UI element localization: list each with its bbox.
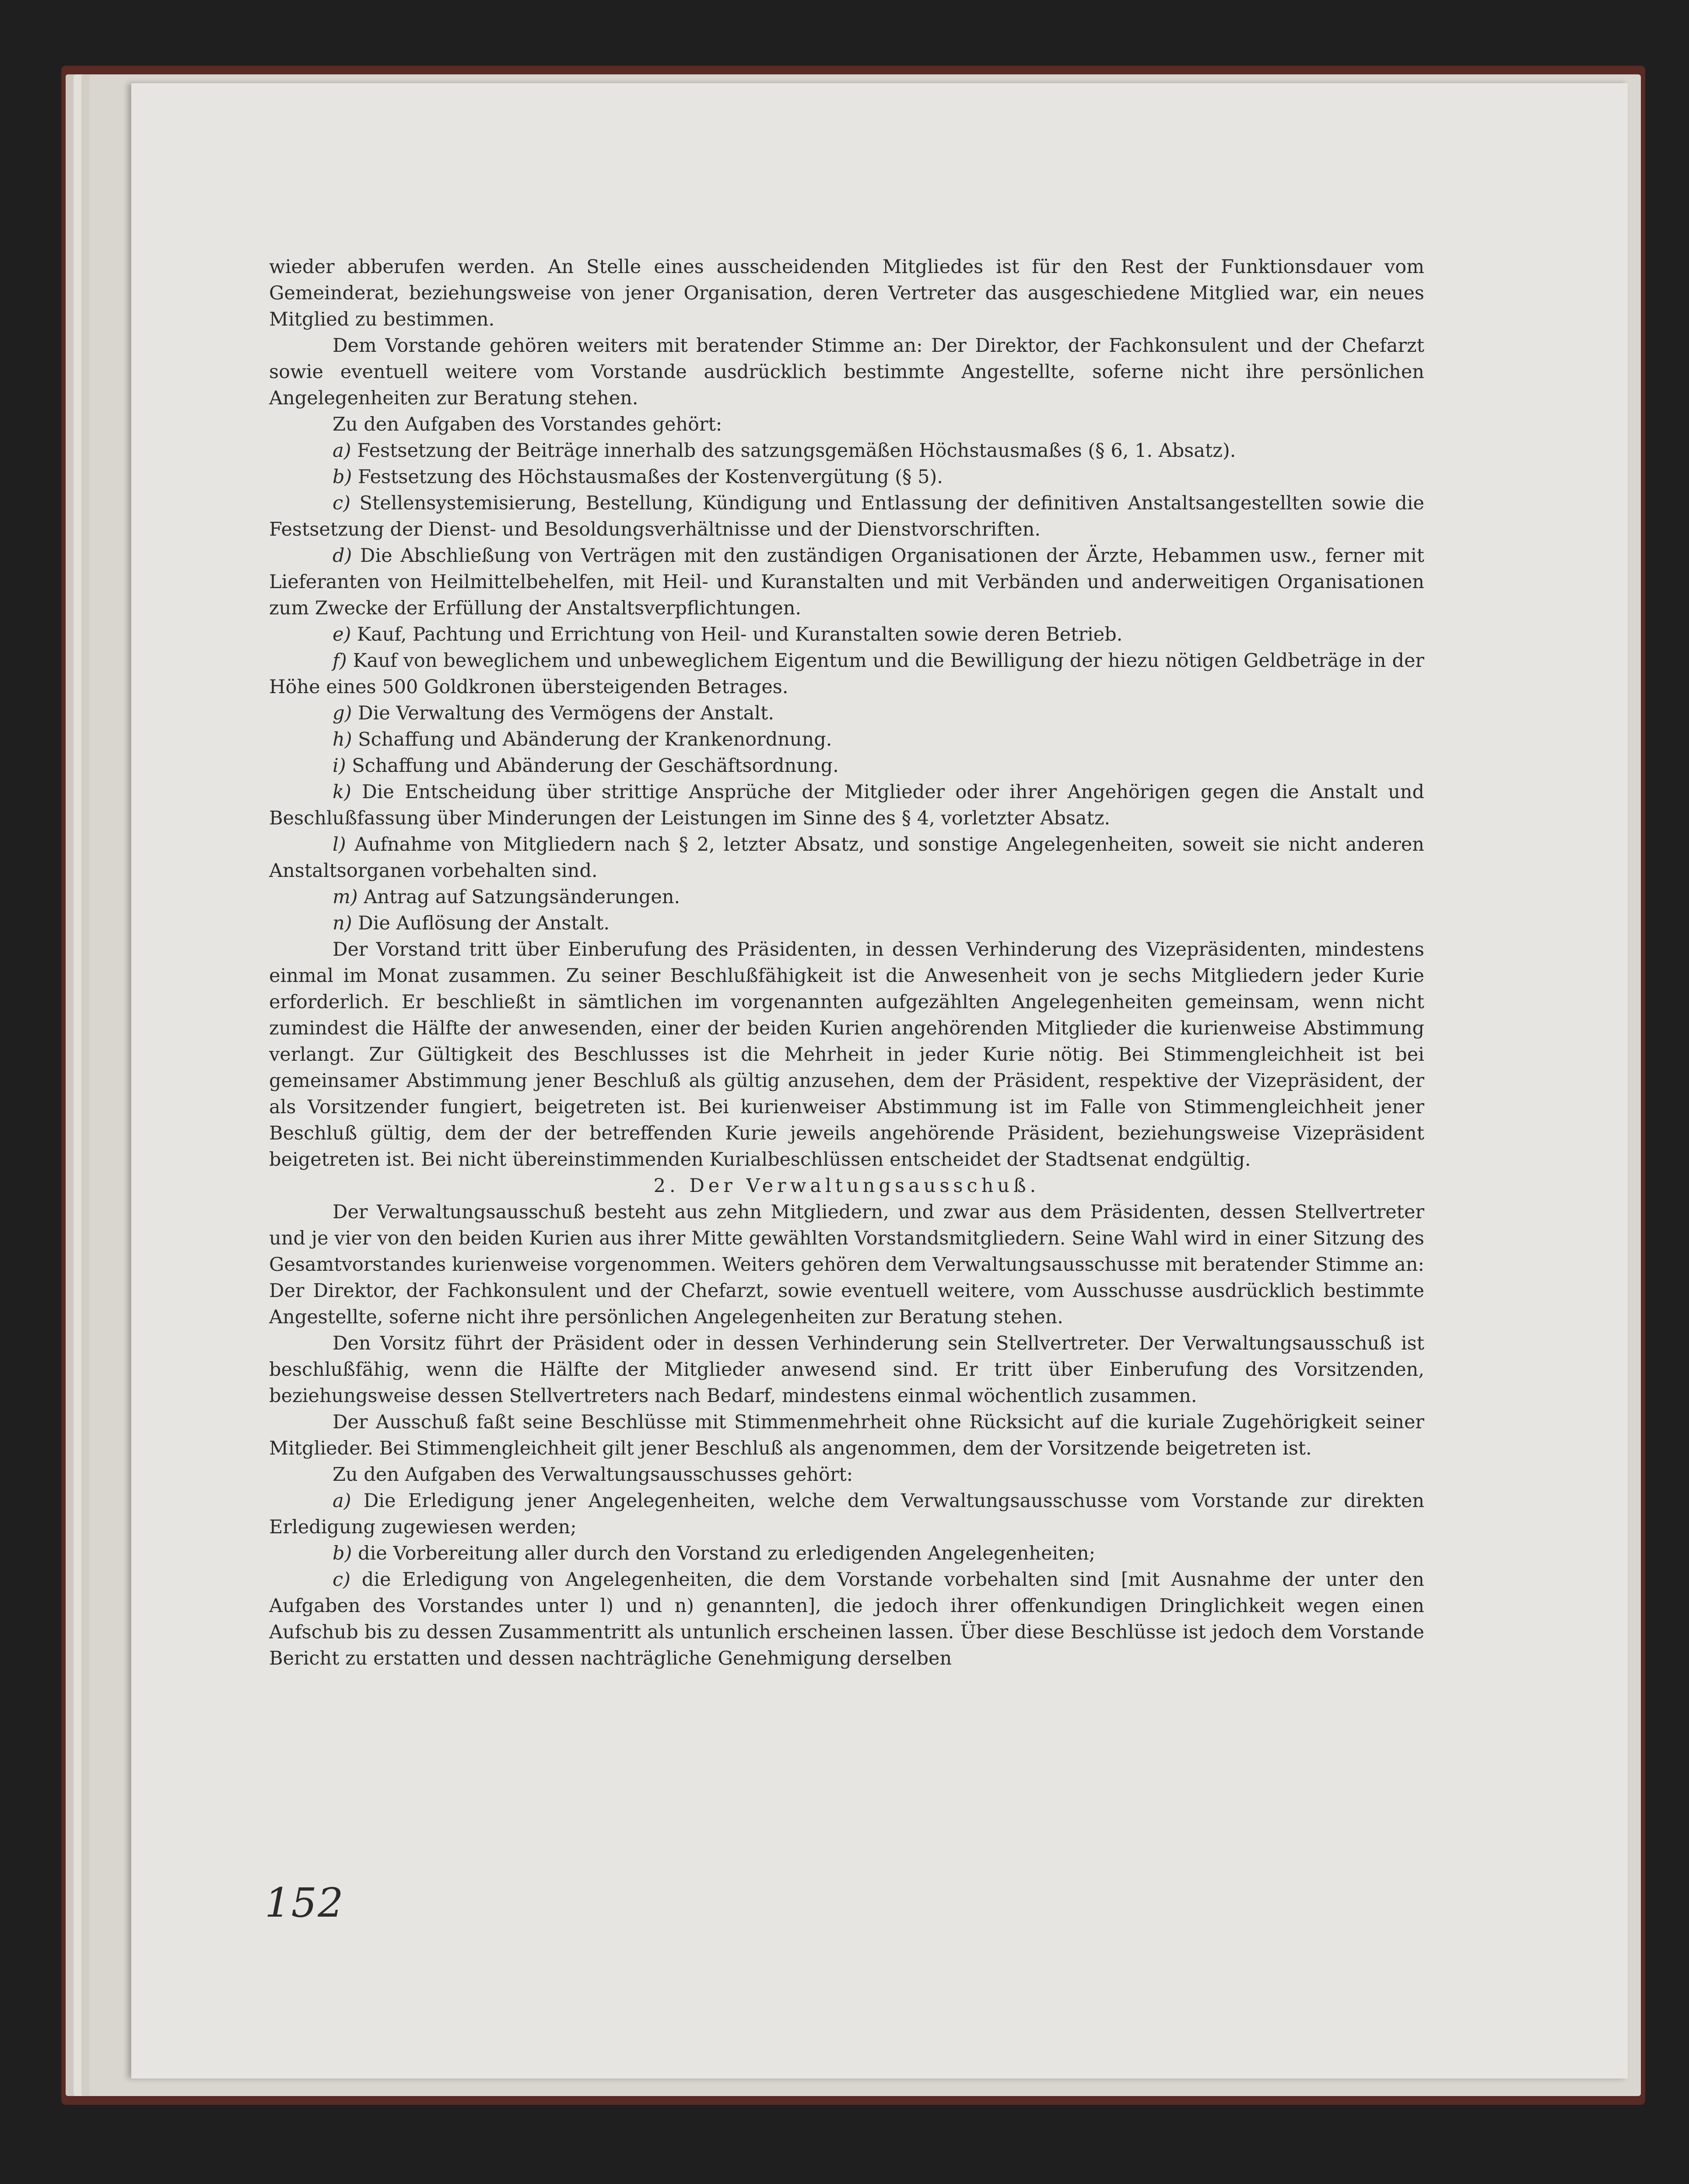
paragraph-board-tasks-intro: Zu den Aufgaben des Vorstandes gehört:	[333, 414, 722, 435]
list-item: h) Schaffung und Abänderung der Krankenordnung.	[333, 729, 832, 750]
list-item: c) die Erledigung von Angelegenheiten, die dem Vorstande vorbehalten sind [mit Ausnahme der unter den Aufgaben des Vorstandes unter l) und n) genannten], die jedoch ihrer offenkundigen Dringlichkeit wegen einen Aufschub bis zu dessen Zusammentritt als untunlich erscheinen lassen. Über diese Beschlüsse ist jedoch dem Vorstande Bericht zu erstatten und dessen nachträgliche Genehmigung derselben	[269, 1569, 1424, 1669]
paragraph-advisory-members: Dem Vorstande gehören weiters mit beratender Stimme an: Der Direktor, der Fachkonsulent und der Chefarzt sowie eventuell weitere vom Vorstande ausdrücklich bestimmte Angestellte, soferne nicht ihre persönlichen Angelegenheiten zur Beratung stehen.	[269, 335, 1424, 409]
list-item: a) Festsetzung der Beiträge innerhalb des satzungsgemäßen Höchstausmaßes (§ 6, 1. Absatz).	[333, 440, 1236, 462]
board-task-list	[269, 438, 1424, 936]
list-item: g) Die Verwaltung des Vermögens der Anstalt.	[333, 702, 774, 724]
section-heading: 2. Der Verwaltungsausschuß.	[653, 1175, 1040, 1197]
list-item: c) Stellensystemisierung, Bestellung, Kündigung und Entlassung der definitiven Anstaltsangestellten sowie die Festsetzung der Dienst- und Besoldungsverhältnisse und der Dienstvorschriften.	[269, 492, 1424, 540]
list-item: a) Die Erledigung jener Angelegenheiten, welche dem Verwaltungsausschusse vom Vorstande zur direkten Erledigung zugewiesen werden;	[269, 1490, 1425, 1538]
paragraph-committee-composition: Der Verwaltungsausschuß besteht aus zehn Mitgliedern, und zwar aus dem Präsidenten, dessen Stellvertreter und je vier von den beiden Kurien aus ihrer Mitte gewählten Vorstandsmitgliedern. Seine Wahl wird in einer Sitzung des Gesamtvorstandes kurienweise vorgenommen. Weiters gehören dem Verwaltungsausschusse mit beratender Stimme an: Der Direktor, der Fachkonsulent und der Chefarzt, sowie eventuell weitere, vom Ausschusse ausdrücklich bestimmte Angestellte, soferne nicht ihre persönlichen Angelegenheiten zur Beratung stehen.	[269, 1201, 1424, 1328]
paragraph-committee-resolutions: Der Ausschuß faßt seine Beschlüsse mit Stimmenmehrheit ohne Rücksicht auf die kuriale Zugehörigkeit seiner Mitglieder. Bei Stimmengleichheit gilt jener Beschluß als angenommen, dem der Vorsitzende beigetreten ist.	[269, 1411, 1424, 1459]
list-item: n) Die Auflösung der Anstalt.	[333, 912, 610, 934]
list-item: f) Kauf von beweglichem und unbeweglichem Eigentum und die Bewilligung der hiezu nötigen Geldbeträge in der Höhe eines 500 Goldkronen übersteigenden Betrages.	[269, 650, 1424, 698]
list-item: i) Schaffung und Abänderung der Geschäftsordnung.	[333, 755, 839, 777]
paragraph-continuation: wieder abberufen werden. An Stelle eines ausscheidenden Mitgliedes ist für den Rest der Funktionsdauer vom Gemeinderat, beziehungsweise von jener Organisation, deren Vertreter das ausgeschiedene Mitglied war, ein neues Mitglied zu bestimmen.	[269, 256, 1424, 330]
list-item: e) Kauf, Pachtung und Errichtung von Heil- und Kuranstalten sowie deren Betrieb.	[333, 624, 1123, 645]
committee-task-list	[269, 1488, 1424, 1672]
list-item: l) Aufnahme von Mitgliedern nach § 2, letzter Absatz, und sonstige Angelegenheiten, soweit sie nicht anderen Anstaltsorganen vorbehalten sind.	[269, 834, 1424, 882]
list-item: b) Festsetzung des Höchstausmaßes der Kostenvergütung (§ 5).	[333, 466, 943, 488]
paragraph-committee-chair: Den Vorsitz führt der Präsident oder in dessen Verhinderung sein Stellvertreter. Der Verwaltungsausschuß ist beschlußfähig, wenn die Hälfte der Mitglieder anwesend sind. Er tritt über Einberufung des Vorsitzenden, beziehungsweise dessen Stellvertreters nach Bedarf, mindestens einmal wöchentlich zusammen.	[269, 1332, 1424, 1407]
paragraph-board-meetings: Der Vorstand tritt über Einberufung des Präsidenten, in dessen Verhinderung des Vizepräsidenten, mindestens einmal im Monat zusammen. Zu seiner Beschlußfähigkeit ist die Anwesenheit von je sechs Mitgliedern jeder Kurie erforderlich. Er beschließt in sämtlichen im vorgenannten aufgezählten Angelegenheiten gemeinsam, wenn nicht zumindest die Hälfte der anwesenden, einer der beiden Kurien angehörenden Mitglieder die kurienweise Abstimmung verlangt. Zur Gültigkeit des Beschlusses ist die Mehrheit in jeder Kurie nötig. Bei Stimmengleichheit ist bei gemeinsamer Abstimmung jener Beschluß als gültig anzusehen, dem der Präsident, respektive der Vizepräsident, der als Vorsitzender fungiert, beigetreten ist. Bei kurienweiser Abstimmung ist im Falle von Stimmengleichheit jener Beschluß gültig, dem der der betreffenden Kurie jeweils angehörende Präsident, beziehungsweise Vizepräsident beigetreten ist. Bei nicht übereinstimmenden Kurialbeschlüssen entscheidet der Stadtsenat endgültig.	[269, 939, 1424, 1171]
paragraph-committee-tasks-intro: Zu den Aufgaben des Verwaltungsausschusses gehört:	[333, 1464, 853, 1486]
list-item: m) Antrag auf Satzungsänderungen.	[333, 886, 680, 908]
list-item: k) Die Entscheidung über strittige Ansprüche der Mitglieder oder ihrer Angehörigen gegen die Anstalt und Beschlußfassung über Minderungen der Leistungen im Sinne des § 4, vorletzter Absatz.	[269, 781, 1424, 829]
list-item: b) die Vorbereitung aller durch den Vorstand zu erledigenden Angelegenheiten;	[333, 1542, 1096, 1564]
page-text	[269, 254, 1424, 1672]
page-number: 152	[265, 1879, 344, 1926]
list-item: d) Die Abschließung von Verträgen mit den zuständigen Organisationen der Ärzte, Hebammen usw., ferner mit Lieferanten von Heilmittelbehelfen, mit Heil- und Kuranstalten und mit Verbänden und anderweitigen Organisationen zum Zwecke der Erfüllung der Anstaltsverpflichtungen.	[269, 545, 1425, 619]
